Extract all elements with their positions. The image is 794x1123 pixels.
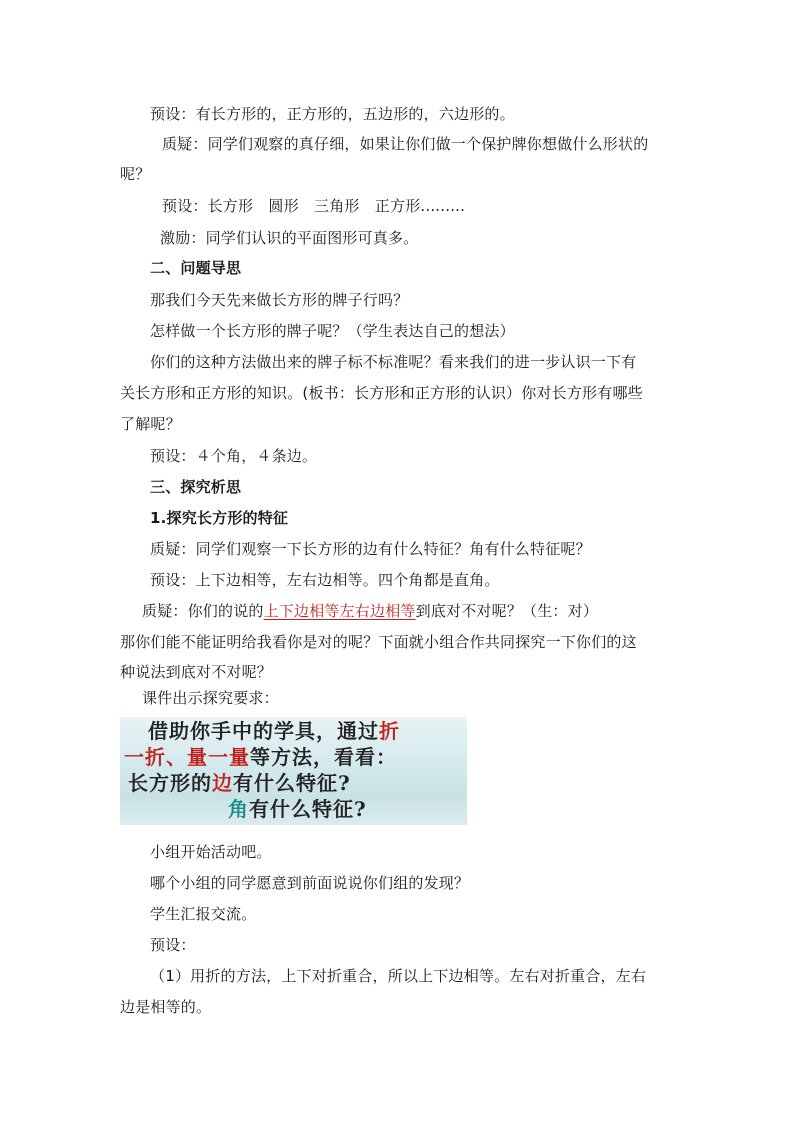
banner-text-red: 边 <box>212 771 233 795</box>
paragraph-prove: 那你们能不能证明给我看你是对的呢？下面就小组合作共同探究一下你们的这 <box>120 633 637 651</box>
paragraph-which-group: 哪个小组的同学愿意到前面说说你们组的发现？ <box>150 874 470 892</box>
banner-line-1 <box>148 719 400 743</box>
paragraph-standard: 你们的这种方法做出来的牌子标不标准呢？看来我们的进一步认识一下有 <box>150 353 637 371</box>
section-heading-2: 二、问题导思 <box>150 259 242 277</box>
subsection-heading-3-1: 1.探究长方形的特征 <box>150 509 289 527</box>
paragraph-preset-shapes: 预设：有长方形的，正方形的，五边形的，六边形的。 <box>150 105 515 123</box>
paragraph-how-make: 怎样做一个长方形的牌子呢？（学生表达自己的想法） <box>150 322 515 340</box>
banner-text: 长方形的 <box>128 771 212 795</box>
paragraph-fold-method: （1）用折的方法，上下对折重合，所以上下边相等。左右对折重合，左右 <box>150 967 647 985</box>
paragraph-preset-edges: 预设：上下边相等，左右边相等。四个角都是直角。 <box>150 571 500 589</box>
banner-text: 等方法，看看： <box>250 745 397 769</box>
paragraph-standard-cont: 关长方形和正方形的知识。(板书：长方形和正方形的认识）你对长方形有哪些 <box>120 384 643 402</box>
paragraph-question-sign: 质疑：同学们观察的真仔细，如果让你们做一个保护牌你想做什么形状的 <box>162 135 649 153</box>
banner-text: 有什么特征? <box>249 797 367 821</box>
banner-text-red: 一折、量一量 <box>124 745 250 769</box>
paragraph-start-activity: 小组开始活动吧。 <box>150 843 272 861</box>
paragraph-preset-label: 预设： <box>150 936 196 954</box>
question-suffix: 到底对不对呢？（生：对） <box>415 602 599 620</box>
banner-text: 有什么特征? <box>233 771 351 795</box>
paragraph-encourage: 激励：同学们认识的平面图形可真多。 <box>160 229 419 247</box>
banner-line-3 <box>128 771 351 795</box>
paragraph-preset-sign-shapes: 预设：长方形 圆形 三角形 正方形......... <box>162 197 466 215</box>
paragraph-fold-method-cont: 边是相等的。 <box>120 998 212 1016</box>
banner-text-teal: 角 <box>228 797 249 821</box>
paragraph-observe-edges: 质疑：同学们观察一下长方形的边有什么特征？角有什么特征呢？ <box>150 540 591 558</box>
paragraph-preset-corners: 预设：４个角，４条边。 <box>150 447 318 465</box>
paragraph-question-correct <box>142 601 598 621</box>
banner-text-red: 折 <box>379 719 400 743</box>
paragraph-question-sign-cont: 呢？ <box>120 165 151 183</box>
banner-text: 借助你手中的学具，通过 <box>148 719 379 743</box>
paragraph-prove-cont: 种说法到底对不对呢？ <box>120 663 273 681</box>
paragraph-standard-end: 了解呢？ <box>120 415 181 433</box>
banner-line-4 <box>228 797 367 821</box>
banner-line-2 <box>124 745 397 769</box>
exploration-requirement-image <box>120 717 467 825</box>
paragraph-courseware: 课件出示探究要求： <box>142 689 279 707</box>
paragraph-make-sign: 那我们今天先来做长方形的牌子行吗？ <box>150 291 409 309</box>
paragraph-report: 学生汇报交流。 <box>150 905 257 923</box>
section-heading-3: 三、探究析思 <box>150 478 242 496</box>
question-prefix: 质疑：你们的说的 <box>142 602 264 620</box>
highlighted-claim: 上下边相等左右边相等 <box>263 602 416 620</box>
